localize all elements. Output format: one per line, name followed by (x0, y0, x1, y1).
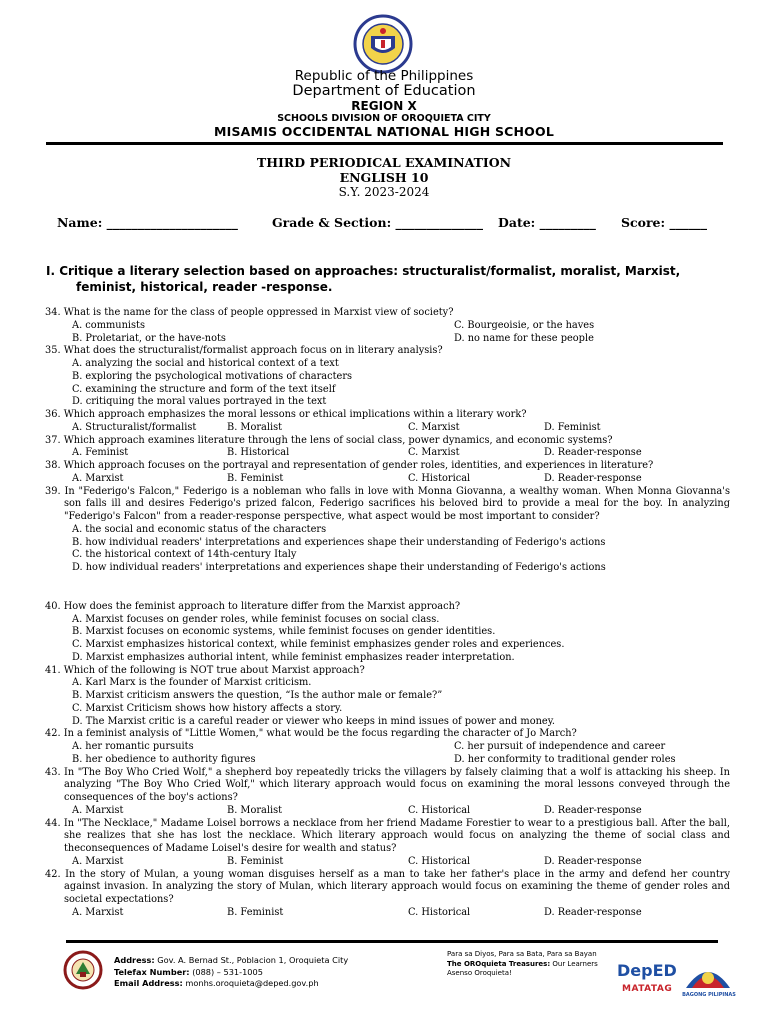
choice[interactable]: A. the social and economic status of the characters (72, 523, 327, 535)
question-list (45, 307, 730, 920)
exam-school-year: S.Y. 2023-2024 (338, 185, 430, 199)
score-field[interactable]: Score: ______ (621, 215, 707, 230)
choice[interactable]: A. Marxist (72, 855, 124, 867)
question-text: 42. In a feminist analysis of "Little Women," what would be the focus regarding the character of Jo March? (45, 728, 577, 740)
question-item (45, 869, 730, 920)
choice[interactable]: D. Feminist (544, 421, 601, 433)
question-item (45, 665, 730, 729)
choice[interactable]: C. Marxist (408, 421, 460, 433)
choice[interactable]: C. Marxist (408, 447, 460, 459)
school-logo-icon (56, 950, 110, 990)
motto-line: Para sa Diyos, Para sa Bata, Para sa Bayan (447, 950, 597, 958)
question-item (45, 435, 730, 461)
choice[interactable]: A. Karl Marx is the founder of Marxist criticism. (72, 677, 312, 689)
question-item (45, 460, 730, 486)
deped-logo: DepED (617, 961, 677, 980)
choice[interactable]: C. Marxist Criticism shows how history affects a story. (72, 702, 343, 714)
bagong-pilipinas-logo-icon (680, 952, 736, 992)
division-name: SCHOOLS DIVISION OF OROQUIETA CITY (277, 113, 491, 124)
question-text: 41. Which of the following is NOT true about Marxist approach? (45, 664, 365, 676)
bagong-pilipinas-label: BAGONG PILIPINAS (682, 992, 736, 998)
question-item (45, 307, 730, 345)
choice[interactable]: B. how individual readers' interpretations and experiences shape their understanding of Federigo's actions (72, 536, 606, 548)
phone-value: (088) – 531-1005 (192, 966, 263, 977)
region-name: REGION X (351, 99, 417, 113)
footer-motto (447, 950, 598, 979)
choice[interactable]: D. Marxist emphasizes authorial intent, while feminist emphasizes reader interpretation. (72, 651, 515, 663)
choice[interactable]: D. Reader-response (544, 855, 642, 867)
school-name: MISAMIS OCCIDENTAL NATIONAL HIGH SCHOOL (213, 124, 555, 139)
choice[interactable]: A. her romantic pursuits (72, 741, 194, 752)
choice[interactable]: D. Reader-response (544, 804, 642, 816)
choice[interactable]: D. The Marxist critic is a careful reader or viewer who keeps in mind issues of power and money. (72, 715, 556, 727)
choice[interactable]: B. her obedience to authority figures (72, 753, 256, 765)
grade-section-field[interactable]: Grade & Section: ______________ (272, 215, 484, 230)
question-item (45, 818, 730, 869)
choice[interactable]: B. Proletariat, or the have-nots (72, 332, 226, 344)
question-text: 42. In the story of Mulan, a young woman disguises herself as a man to take her father's place in the army and defend her country against invasion. In analyzing the story of Mulan, which literary approach would focus on examining the theme of gender roles and societal expectations? (45, 868, 730, 905)
deped-seal-icon (345, 14, 421, 74)
exam-title: THIRD PERIODICAL EXAMINATION (256, 155, 512, 170)
question-item (45, 486, 730, 575)
section-heading (46, 263, 726, 295)
choice[interactable]: B. Feminist (227, 855, 284, 867)
school-contact (114, 955, 348, 990)
matatag-logo: MATATAG (622, 984, 673, 994)
choice[interactable]: C. the historical context of 14th-century Italy (72, 549, 297, 561)
question-spacer (45, 575, 730, 601)
choice[interactable]: C. Bourgeoisie, or the haves (454, 319, 595, 331)
name-field[interactable]: Name: _____________________ (57, 215, 238, 230)
address-value: Gov. A. Bernad St., Poblacion 1, Oroquieta City (157, 955, 349, 965)
question-item (45, 728, 730, 766)
motto-line: Our Learners (552, 959, 598, 968)
country-name: Republic of the Philippines (294, 68, 474, 84)
choice[interactable]: B. exploring the psychological motivations of characters (72, 370, 353, 382)
address-label: Address: (114, 955, 155, 965)
choice[interactable]: B. Feminist (227, 472, 284, 484)
question-text: 44. In "The Necklace," Madame Loisel borrows a necklace from her friend Madame Forestier to wear to a prestigious ball. After the ball, she realizes that she has lost the necklace. Which literary approach would focus on analyzing the theme of social class and theconsequences of Madame Loisel's desire for wealth and status? (45, 817, 730, 854)
choice[interactable]: D. Reader-response (544, 472, 642, 484)
exam-subject: ENGLISH 10 (339, 170, 429, 185)
choice[interactable]: A. Feminist (72, 447, 129, 459)
choice[interactable]: C. Marxist emphasizes historical context, while feminist emphasizes gender roles and experiences. (72, 639, 565, 650)
question-item (45, 767, 730, 818)
choice[interactable]: C. examining the structure and form of the text itself (72, 383, 336, 395)
question-text: 43. In "The Boy Who Cried Wolf," a shepherd boy repeatedly tricks the villagers by falsely claiming that a wolf is attacking his sheep. In analyzing "The Boy Who Cried Wolf," which literary approach would focus on examining the moral lessons conveyed through the consequences of the boy's actions? (45, 766, 730, 803)
choice[interactable]: A. analyzing the social and historical context of a text (72, 358, 339, 369)
choice[interactable]: B. Marxist criticism answers the question, “Is the author male or female?” (72, 690, 443, 701)
choice[interactable]: A. Marxist (72, 804, 124, 816)
question-text: 37. Which approach examines literature through the lens of social class, power dynamics, and economic systems? (45, 434, 613, 446)
choice[interactable]: A. Marxist focuses on gender roles, while feminist focuses on social class. (72, 613, 440, 625)
question-text: 39. In "Federigo's Falcon," Federigo is a nobleman who falls in love with Monna Giovanna, a wealthy woman. When Monna Giovanna's son falls ill and desires Federigo's prized falcon, Federigo sacrifices his beloved bird to provide a meal for the boy. In analyzing "Federigo's Falcon" from a reader-response perspective, what aspect would be most important to consider? (45, 485, 730, 522)
choice[interactable]: C. her pursuit of independence and career (454, 741, 666, 752)
choice[interactable]: B. Feminist (227, 906, 284, 918)
question-text: 36. Which approach emphasizes the moral lessons or ethical implications within a literary work? (45, 409, 527, 420)
choice[interactable]: D. critiquing the moral values portrayed in the text (72, 396, 327, 408)
question-text: 35. What does the structuralist/formalist approach focus on in literary analysis? (45, 345, 443, 357)
choice[interactable]: C. Historical (408, 855, 471, 867)
section-heading-line1: I. Critique a literary selection based on approaches: structuralist/formalist, moralist, Marxist, (46, 264, 681, 278)
choice[interactable]: C. Historical (408, 472, 471, 484)
choice[interactable]: D. her conformity to traditional gender roles (454, 753, 676, 765)
choice[interactable]: D. how individual readers' interpretations and experiences shape their understanding of Federigo's actions (72, 562, 606, 573)
phone-label: Telefax Number: (114, 966, 190, 977)
section-heading-line2: feminist, historical, reader -response. (76, 280, 333, 294)
choice[interactable]: D. Reader-response (544, 447, 642, 459)
date-field[interactable]: Date: _________ (498, 215, 596, 230)
email-label: Email Address: (114, 978, 183, 988)
choice[interactable]: A. Structuralist/formalist (72, 421, 197, 433)
question-text: 40. How does the feminist approach to literature differ from the Marxist approach? (45, 600, 461, 612)
choice[interactable]: B. Historical (227, 447, 290, 459)
choice[interactable]: B. Moralist (227, 804, 283, 816)
choice[interactable]: C. Historical (408, 906, 471, 918)
header-divider (46, 142, 723, 145)
motto-line: Asenso Oroquieta! (447, 969, 512, 977)
department-name: Department of Education (292, 83, 476, 99)
choice[interactable]: B. Moralist (227, 421, 283, 433)
choice[interactable]: D. Reader-response (544, 906, 642, 918)
motto-label: The OROquieta Treasures: (447, 959, 551, 968)
choice[interactable]: D. no name for these people (454, 332, 594, 344)
question-item (45, 601, 730, 665)
email-value[interactable]: monhs.oroquieta@deped.gov.ph (185, 978, 319, 988)
question-item (45, 345, 730, 409)
choice[interactable]: A. Marxist (72, 906, 124, 918)
choice[interactable]: A. communists (72, 319, 146, 331)
choice[interactable]: B. Marxist focuses on economic systems, while feminist focuses on gender identities. (72, 626, 496, 638)
question-item (45, 409, 730, 435)
question-text: 34. What is the name for the class of people oppressed in Marxist view of society? (45, 307, 454, 318)
footer-divider (66, 940, 718, 943)
choice[interactable]: A. Marxist (72, 472, 124, 484)
choice[interactable]: C. Historical (408, 804, 471, 816)
question-text: 38. Which approach focuses on the portrayal and representation of gender roles, identities, and experiences in literature? (45, 460, 654, 471)
